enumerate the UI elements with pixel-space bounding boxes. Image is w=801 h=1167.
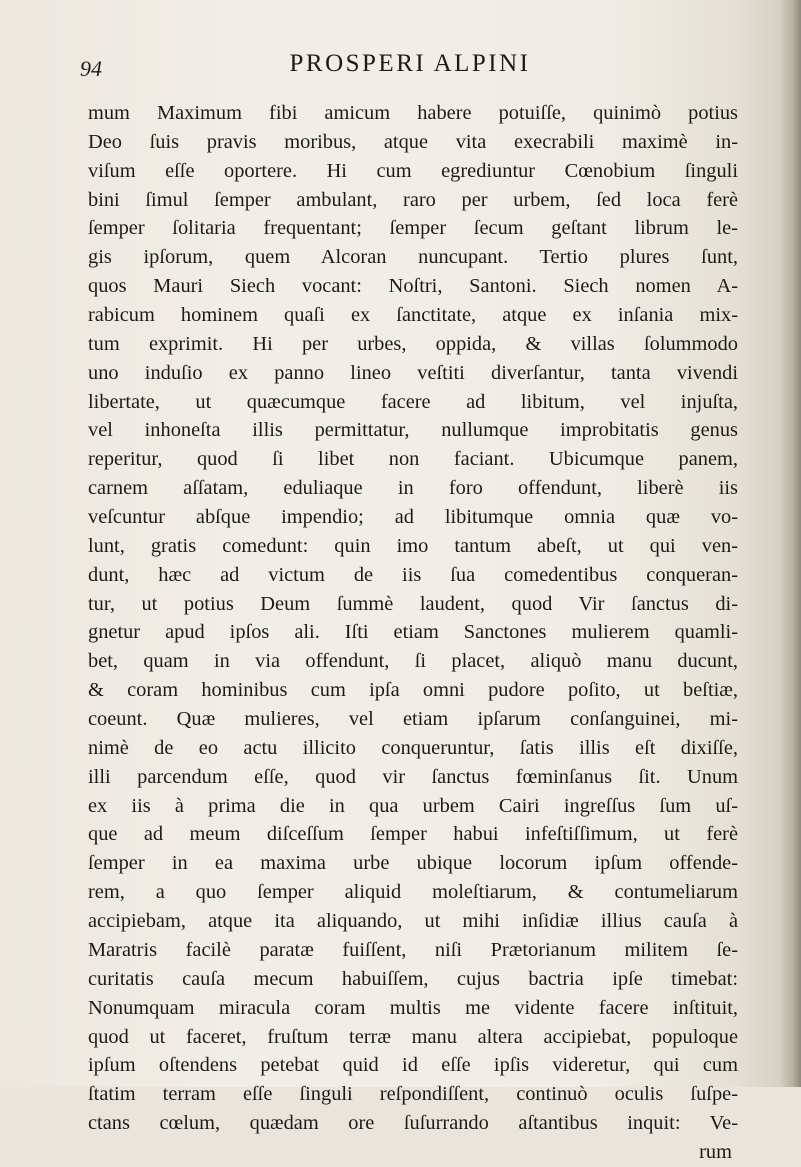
text-line: que ad meum diſceſſum ſemper habui infeſtiſſimum, ut ferè [88, 823, 738, 846]
text-line: quos Mauri Siech vocant: Noſtri, Santoni. Siech nomen A- [88, 275, 738, 298]
text-line: tur, ut potius Deum ſummè laudent, quod Vir ſanctus di- [88, 592, 738, 615]
text-line: tum exprimit. Hi per urbes, oppida, & villas ſolummodo [88, 332, 738, 355]
text-line: dunt, hæc ad victum de iis ſua comedentibus conqueran- [88, 563, 738, 586]
text-line: ſemper ſolitaria frequentant; ſemper ſecum geſtant librum le- [88, 217, 738, 240]
text-line: vel inhoneſta illis permittatur, nullumque improbitatis genus [88, 419, 738, 442]
text-line: & coram hominibus cum ipſa omni pudore poſito, ut beſtiæ, [88, 679, 738, 702]
page-header [80, 50, 740, 90]
text-line: ex iis à prima die in qua urbem Cairi ingreſſus ſum uſ- [88, 794, 738, 817]
text-line: libertate, ut quæcumque facere ad libitum, vel injuſta, [88, 390, 738, 413]
text-line: reperitur, quod ſi libet non faciant. Ubicumque panem, [88, 448, 738, 471]
text-line: coeunt. Quæ mulieres, vel etiam ipſarum conſanguinei, mi- [88, 708, 738, 731]
text-line: lunt, gratis comedunt: quin imo tantum abeſt, ut qui ven- [88, 534, 738, 557]
text-line: ſemper in ea maxima urbe ubique locorum ipſum offende- [88, 852, 738, 875]
text-line: bet, quam in via offendunt, ſi placet, aliquò manu ducunt, [88, 650, 738, 673]
text-line: gis ipſorum, quem Alcoran nuncupant. Tertio plures ſunt, [88, 246, 738, 269]
text-line: Maratris facilè paratæ fuiſſent, niſi Prætorianum militem ſe- [88, 938, 738, 961]
text-line: uno induſio ex panno lineo veſtiti diverſantur, tanta vivendi [88, 361, 738, 384]
text-line: rem, a quo ſemper aliquid moleſtiarum, & contumeliarum [88, 881, 738, 904]
text-line: illi parcendum eſſe, quod vir ſanctus fœminſanus ſit. Unum [88, 765, 738, 788]
text-line: accipiebam, atque ita aliquando, ut mihi inſidiæ illius cauſa à [88, 910, 738, 933]
page-edge-shadow [779, 0, 801, 1087]
text-line: mum Maximum fibi amicum habere potuiſſe, quinimò potius [88, 102, 738, 124]
text-line: ipſum oſtendens petebat quid id eſſe ipſis videretur, qui cum [88, 1054, 738, 1077]
text-line: nimè de eo actu illicito conqueruntur, ſatis illis eſt dixiſſe, [88, 736, 738, 759]
text-line: ſtatim terram eſſe ſinguli reſpondiſſent, continuò oculis ſuſpe- [88, 1083, 738, 1106]
text-line: Deo ſuis pravis moribus, atque vita execrabili maximè in- [88, 130, 738, 153]
text-line: bini ſimul ſemper ambulant, raro per urbem, ſed loca ferè [88, 188, 738, 211]
text-line: carnem aſſatam, eduliaque in foro offendunt, liberè iis [88, 477, 738, 500]
text-line: viſum eſſe oportere. Hi cum egrediuntur Cœnobium ſinguli [88, 159, 738, 182]
text-line: veſcuntur abſque impendio; ad libitumque omnia quæ vo- [88, 506, 738, 529]
page-number: 94 [80, 56, 102, 81]
text-line: Nonumquam miracula coram multis me vidente facere inſtituit, [88, 996, 738, 1019]
text-line: curitatis cauſa mecum habuiſſem, cujus bactria ipſe timebat: [88, 967, 738, 990]
text-line: ctans cœlum, quædam ore ſuſurrando aſtantibus inquit: Ve- [88, 1112, 738, 1135]
catchword: rum [699, 1140, 732, 1163]
running-head: PROSPERI ALPINI [289, 50, 531, 77]
text-line: rabicum hominem quaſi ex ſanctitate, atque ex inſania mix- [88, 304, 738, 327]
text-line: quod ut faceret, fruſtum terræ manu altera accipiebat, populoque [88, 1025, 738, 1048]
text-line: gnetur apud ipſos ali. Iſti etiam Sanctones mulierem quamli- [88, 621, 738, 644]
body-text [88, 99, 738, 1167]
